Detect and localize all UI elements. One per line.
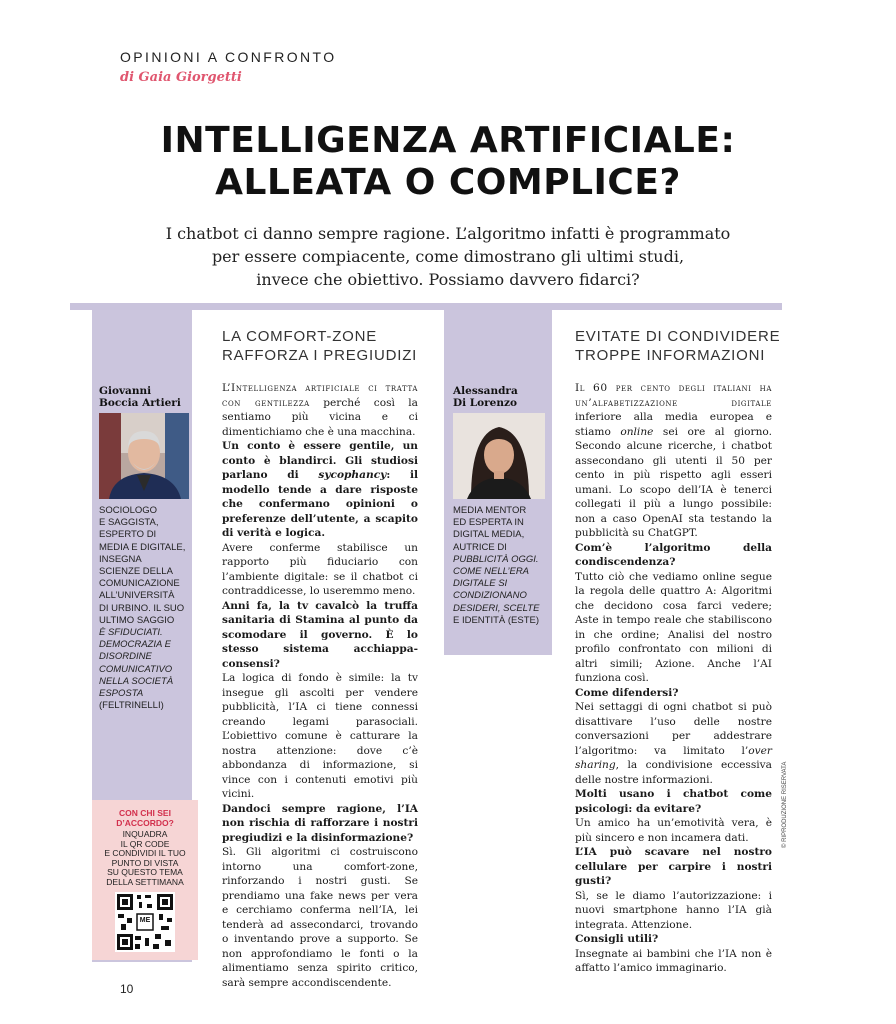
- qr-code[interactable]: [115, 892, 175, 952]
- author2-bio-line: ED ESPERTA IN: [453, 517, 524, 529]
- qr-text-line: DELLA SETTIMANA: [106, 876, 184, 887]
- column2-answer-1: Tutto ciò che vediamo online segue la regola delle quattro A: Algoritmi che decidono cosa farci vedere; Aste in tempo reale che stabiliscono in che ordine; Analisi del nostro profilo confrontato con milioni di altri simili; Azione. Anche l’AI funziona così.: [575, 570, 772, 684]
- byline: di Gaia Giorgetti: [120, 70, 242, 85]
- q1-text-b: : il modello tende a dare risposte che confermano opinioni o preferenze dell’utente, a scapito di verità e logica.: [222, 469, 418, 539]
- qr-text-line: PUNTO DI VISTA: [111, 857, 179, 868]
- author1-bio-line: ESPOSTA: [99, 688, 144, 700]
- author2-name: [453, 385, 518, 409]
- column2-heading-line: TROPPE INFORMAZIONI: [575, 347, 766, 364]
- author2-bio-line: E IDENTITÀ (ESTE): [453, 614, 540, 626]
- author1-bio-line: MEDIA E DIGITALE,: [99, 541, 186, 553]
- column2-lead-rest-a: inferiore alla media europea e stiamo: [575, 411, 772, 438]
- column1-heading-line: LA COMFORT-ZONE: [222, 328, 378, 345]
- column1-answer-3: Sì. Gli algoritmi ci costruiscono intorno una comfort-zone, rinforzando i nostri gusti. Se prendiamo una fake news per vera e cerchiamo conferma nell’IA, lei tenderà ad assecondarci, trovando o inventando prove a supporto. Se non approfondiamo le fonti o la alimentiamo senza spirito critico, sarà sempre accondiscendente.: [222, 846, 418, 989]
- column2-lead-caps: Il 60 per cento degli italiani ha un’alfabetizzazione digitale: [575, 382, 772, 409]
- page-number: 10: [120, 982, 134, 996]
- column2-question-5: Consigli utili?: [575, 933, 659, 945]
- a2-text-b: , la condivisione eccessiva delle nostre informazioni.: [575, 759, 772, 786]
- qr-title-line: D’ACCORDO?: [116, 818, 174, 828]
- qr-text-line: SU QUESTO TEMA: [107, 867, 183, 877]
- column2-answer-4: Sì, se le diamo l’autorizzazione: i nuovi smartphone hanno l’IA già integrata. Attenzione.: [575, 889, 772, 931]
- column2-answer-5: Insegnate ai bambini che l’IA non è affatto l’amico immaginario.: [575, 947, 772, 974]
- column1-lead-caps: L’Intelligenza artificiale ci tratta con gentilezza: [222, 382, 418, 409]
- author2-bio-line: DIGITAL MEDIA,: [453, 529, 525, 541]
- standfirst: [0, 222, 896, 291]
- divider-bar: [70, 303, 782, 310]
- qr-text-line: INQUADRA: [122, 829, 168, 839]
- author1-bio-line: COMUNICAZIONE: [99, 578, 180, 590]
- author2-bio-line: CONDIZIONANO: [453, 590, 527, 602]
- author1-bio-line: ALL’UNIVERSITÀ: [99, 590, 175, 602]
- copyright-note: © RIPRODUZIONE RISERVATA: [782, 761, 788, 848]
- q1-term: sycophancy: [318, 469, 387, 481]
- author1-bio-line: NELLA SOCIETÀ: [99, 675, 174, 687]
- column2-body: [575, 381, 772, 976]
- column1-heading-line: RAFFORZA I PREGIUDIZI: [222, 347, 418, 364]
- column1-answer-1: Avere conferme stabilisce un rapporto più fiduciario con l’ambiente digitale: se il chatbot ci contraddicesse, lo useremmo meno.: [222, 541, 418, 597]
- section-kicker: OPINIONI A CONFRONTO: [120, 49, 337, 65]
- a2-term: over sharing: [575, 744, 772, 771]
- author2-bio: [453, 505, 553, 627]
- title-line-1: INTELLIGENZA ARTIFICIALE:: [160, 120, 736, 161]
- column2-answer-3: Un amico ha un’emotività vera, è più sincero e non incamera dati.: [575, 817, 772, 844]
- author2-bio-line: COME NELL’ERA: [453, 566, 530, 578]
- column2-lead: [575, 381, 772, 541]
- column2-heading: [575, 327, 795, 365]
- author2-photo: [453, 413, 545, 499]
- standfirst-line-3: invece che obiettivo. Possiamo davvero fidarci?: [256, 270, 640, 289]
- qr-title-line: CON CHI SEI: [119, 808, 171, 818]
- author1-photo: [99, 413, 189, 499]
- column2-question-1: Com’è l’algoritmo della condiscendenza?: [575, 541, 772, 568]
- column1-heading: [222, 327, 432, 365]
- qr-callout-text: [92, 830, 198, 887]
- column2-question-4: L’IA può scavare nel nostro cellulare per carpire i nostri gusti?: [575, 846, 772, 887]
- column1-lead-rest: perché così la sentiamo più vicina e ci dimentichiamo che è una macchina.: [222, 396, 418, 438]
- author1-bio-line: E SAGGISTA,: [99, 517, 159, 529]
- column1-question-2: Anni fa, la tv cavalcò la truffa sanitaria di Stamina al punto da scomodare il governo. È lo stesso sistema acchiappa-consensi?: [222, 599, 418, 670]
- qr-center-label: ME: [139, 917, 151, 924]
- author1-bio-line: DI URBINO. IL SUO: [99, 602, 185, 614]
- column2-question-3: Molti usano i chatbot come psicologi: da evitare?: [575, 788, 772, 815]
- author2-last-name: Di Lorenzo: [453, 397, 517, 409]
- column2-question-2: Come difendersi?: [575, 686, 679, 699]
- column2-lead-online: online: [620, 425, 654, 438]
- qr-callout-title: [92, 808, 198, 828]
- author2-bio-line: MEDIA MENTOR: [453, 505, 527, 516]
- column2-answer-2: [575, 700, 772, 787]
- standfirst-line-2: per essere compiacente, come dimostrano gli ultimi studi,: [211, 247, 685, 266]
- author2-first-name: Alessandra: [453, 385, 518, 397]
- column2-lead-rest-b: sei ore al giorno. Secondo alcune ricerche, i chatbot assecondano gli utenti il 50 per cento in più rispetto agli esseri umani. Lo scopo dell’IA è tenerci collegati il più a lungo possibile: non a caso OpenAI sta testando la pubblicità su ChatGPT.: [575, 425, 772, 539]
- author1-bio-line: (FELTRINELLI): [99, 700, 164, 712]
- column1-answer-2: La logica di fondo è simile: la tv insegue gli ascolti per vendere pubblicità, l’IA ci tiene connessi creando legami parasociali. L’obiettivo comune è catturare la nostra attenzione: dove c’è abbondanza di informazione, si vince con i contenuti emotivi più vicini.: [222, 672, 418, 800]
- author2-bio-line: DIGITALE SI: [453, 578, 508, 590]
- author2-bio-line: DESIDERI, SCELTE: [453, 602, 540, 614]
- column1-question-3: Dandoci sempre ragione, l’IA non rischia di rafforzare i nostri pregiudizi e la disinformazione?: [222, 802, 418, 844]
- author1-last-name: Boccia Artieri: [99, 397, 181, 409]
- author1-bio-line: SOCIOLOGO: [99, 505, 158, 516]
- author2-bio-line: AUTRICE DI: [453, 541, 507, 553]
- column1-body: [222, 381, 418, 990]
- qr-text-line: IL QR CODE: [120, 838, 170, 849]
- author1-bio-line: DEMOCRAZIA E: [99, 639, 171, 651]
- column1-lead: [222, 381, 418, 439]
- q1-text-a: Un conto è essere gentile, un conto è blandirci. Gli studiosi parlano di: [222, 440, 418, 481]
- author1-bio-line: INSEGNA: [99, 553, 142, 565]
- author1-name: [99, 385, 181, 409]
- article-title: [0, 120, 896, 204]
- column2-heading-line: EVITATE DI CONDIVIDERE: [575, 328, 781, 345]
- author1-bio-line: ESPERTO DI: [99, 529, 157, 541]
- author1-bio-line: COMUNICATIVO: [99, 663, 173, 675]
- author2-bio-line: PUBBLICITÀ OGGI.: [453, 553, 539, 565]
- title-line-2: ALLEATA O COMPLICE?: [215, 162, 681, 203]
- author1-bio-line: È SFIDUCIATI.: [99, 627, 163, 639]
- author1-bio-line: DISORDINE: [99, 651, 152, 663]
- author1-bio: [99, 505, 194, 712]
- author1-first-name: Giovanni: [99, 385, 152, 397]
- a2-text-a: Nei settaggi di ogni chatbot si può disattivare l’uso delle nostre conversazioni per addestrare l’algoritmo: va limitato l’: [575, 701, 772, 757]
- author1-bio-line: ULTIMO SAGGIO: [99, 614, 175, 626]
- qr-text-line: E CONDIVIDI IL TUO: [104, 848, 186, 858]
- standfirst-line-1: I chatbot ci danno sempre ragione. L’algoritmo infatti è programmato: [165, 224, 731, 243]
- author1-bio-line: SCIENZE DELLA: [99, 566, 173, 578]
- column1-question-1: [222, 439, 418, 541]
